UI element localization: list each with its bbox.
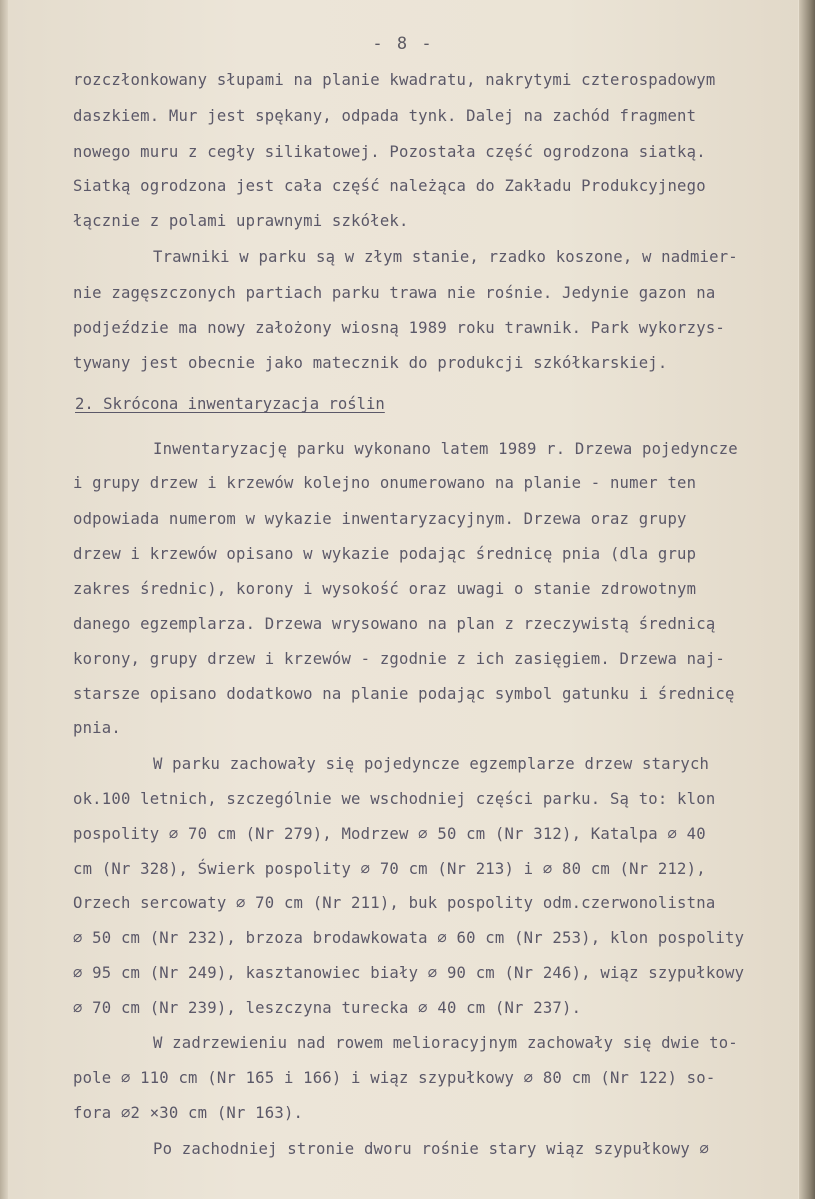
text-line: Orzech sercowaty ∅ 70 cm (Nr 211), buk pospolity odm.czerwonolistna	[73, 894, 716, 912]
text-line: daszkiem. Mur jest spękany, odpada tynk. Dalej na zachód fragment	[73, 107, 697, 125]
section-heading: 2. Skrócona inwentaryzacja roślin	[75, 395, 385, 413]
document-page	[8, 0, 798, 1199]
page-right-edge	[799, 0, 815, 1199]
text-line: Inwentaryzację parku wykonano latem 1989 r. Drzewa pojedyncze	[153, 440, 738, 458]
text-line: nie zagęszczonych partiach parku trawa nie rośnie. Jedynie gazon na	[73, 284, 716, 302]
text-line: odpowiada numerom w wykazie inwentaryzacyjnym. Drzewa oraz grupy	[73, 510, 687, 528]
text-line: drzew i krzewów opisano w wykazie podając średnicę pnia (dla grup	[73, 545, 697, 563]
text-line: ∅ 50 cm (Nr 232), brzoza brodawkowata ∅ 60 cm (Nr 253), klon pospolity	[73, 929, 745, 947]
text-line: Siatką ogrodzona jest cała część należąca do Zakładu Produkcyjnego	[73, 177, 706, 195]
text-line: danego egzemplarza. Drzewa wrysowano na plan z rzeczywistą średnicą	[73, 615, 716, 633]
page-number: - 8 -	[372, 34, 434, 54]
text-line: starsze opisano dodatkowo na planie podając symbol gatunku i średnicę	[73, 685, 735, 703]
text-line: łącznie z polami uprawnymi szkółek.	[73, 212, 409, 230]
text-line: nowego muru z cegły silikatowej. Pozostała część ogrodzona siatką.	[73, 143, 706, 161]
text-line: pole ∅ 110 cm (Nr 165 i 166) i wiąz szypułkowy ∅ 80 cm (Nr 122) so-	[73, 1069, 716, 1087]
text-line: fora ∅2 ×30 cm (Nr 163).	[73, 1104, 304, 1122]
text-line: pnia.	[73, 719, 121, 737]
text-line: rozczłonkowany słupami na planie kwadratu, nakrytymi czterospadowym	[73, 71, 716, 89]
text-line: zakres średnic), korony i wysokość oraz uwagi o stanie zdrowotnym	[73, 580, 697, 598]
text-line: pospolity ∅ 70 cm (Nr 279), Modrzew ∅ 50 cm (Nr 312), Katalpa ∅ 40	[73, 825, 706, 843]
text-line: Po zachodniej stronie dworu rośnie stary wiąz szypułkowy ∅	[153, 1140, 710, 1158]
text-line: ∅ 95 cm (Nr 249), kasztanowiec biały ∅ 90 cm (Nr 246), wiąz szypułkowy	[73, 964, 745, 982]
text-line: Trawniki w parku są w złym stanie, rzadko koszone, w nadmier-	[153, 248, 738, 266]
page-left-edge	[0, 0, 8, 1199]
text-line: i grupy drzew i krzewów kolejno onumerowano na planie - numer ten	[73, 474, 697, 492]
text-line: korony, grupy drzew i krzewów - zgodnie z ich zasięgiem. Drzewa naj-	[73, 650, 725, 668]
text-line: W parku zachowały się pojedyncze egzemplarze drzew starych	[153, 755, 710, 773]
text-line: ∅ 70 cm (Nr 239), leszczyna turecka ∅ 40 cm (Nr 237).	[73, 999, 582, 1017]
text-line: W zadrzewieniu nad rowem melioracyjnym zachowały się dwie to-	[153, 1034, 738, 1052]
text-line: ok.100 letnich, szczególnie we wschodniej części parku. Są to: klon	[73, 790, 716, 808]
text-line: cm (Nr 328), Świerk pospolity ∅ 70 cm (Nr 213) i ∅ 80 cm (Nr 212),	[73, 860, 706, 878]
text-line: podjeździe ma nowy założony wiosną 1989 roku trawnik. Park wykorzys-	[73, 319, 725, 337]
text-line: tywany jest obecnie jako matecznik do produkcji szkółkarskiej.	[73, 354, 668, 372]
